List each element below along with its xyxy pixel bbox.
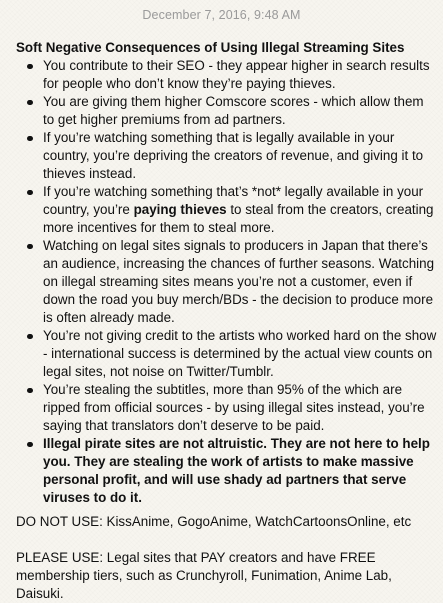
list-item-text-bold: paying thieves — [133, 202, 227, 217]
bullet-dot-icon — [27, 244, 33, 250]
list-item — [0, 381, 443, 435]
list-item — [0, 129, 443, 183]
bullet-dot-icon — [27, 334, 33, 340]
list-item-text: You contribute to their SEO - they appear higher in search results for people who don’t know they’re paying thieves. — [43, 58, 430, 91]
list-item-text-after: to steal from the creators, creating more incentives for them to steal more. — [43, 202, 434, 235]
list-item — [0, 57, 443, 93]
list-item — [0, 435, 443, 507]
list-item — [0, 237, 443, 327]
do-not-use-line: DO NOT USE: KissAnime, GogoAnime, WatchCartoonsOnline, etc — [16, 514, 412, 529]
list-item — [0, 93, 443, 129]
bullet-dot-icon — [27, 64, 33, 70]
list-item-text-before: If you’re watching something that’s *not* legally available in your country, you’re — [43, 184, 424, 217]
list-item-text: You are giving them higher Comscore scores - which allow them to get higher premiums from ad partners. — [43, 94, 424, 127]
bullet-dot-icon — [27, 388, 33, 394]
list-item-text: You’re not giving credit to the artists who worked hard on the show - international success is determined by the actual view counts on legal sites, not noise on Twitter/Tumblr. — [43, 328, 437, 379]
list-item — [0, 183, 443, 237]
bullet-dot-icon — [27, 190, 33, 196]
please-use-line: PLEASE USE: Legal sites that PAY creators and have FREE membership tiers, such as Crunchyroll, Funimation, Anime Lab, Daisuki. — [16, 550, 392, 601]
bullet-dot-icon — [27, 100, 33, 106]
bullet-dot-icon — [27, 136, 33, 142]
bullet-list — [0, 57, 443, 507]
note-title: Soft Negative Consequences of Using Illegal Streaming Sites — [16, 40, 405, 55]
bullet-dot-icon — [27, 442, 33, 448]
list-item — [0, 327, 443, 381]
list-item-text: If you’re watching something that is legally available in your country, you’re depriving the creators of revenue, and giving it to thieves instead. — [43, 130, 424, 181]
list-item-text: You’re stealing the subtitles, more than 95% of the which are ripped from official sources - by using illegal sites instead, you’re saying that translators don’t deserve to be paid. — [43, 382, 425, 433]
note-timestamp: December 7, 2016, 9:48 AM — [142, 8, 301, 22]
list-item-text: Illegal pirate sites are not altruistic. They are not here to help you. They are stealing the work of artists to make massive personal profit, and will use shady ad partners that serve viruses to do it. — [43, 436, 430, 505]
list-item-text: Watching on legal sites signals to producers in Japan that there’s an audience, increasing the chances of further seasons. Watching on illegal streaming sites means you’re not a customer, even if down the road you buy merch/BDs - the decision to produce more is often already made. — [43, 238, 435, 325]
